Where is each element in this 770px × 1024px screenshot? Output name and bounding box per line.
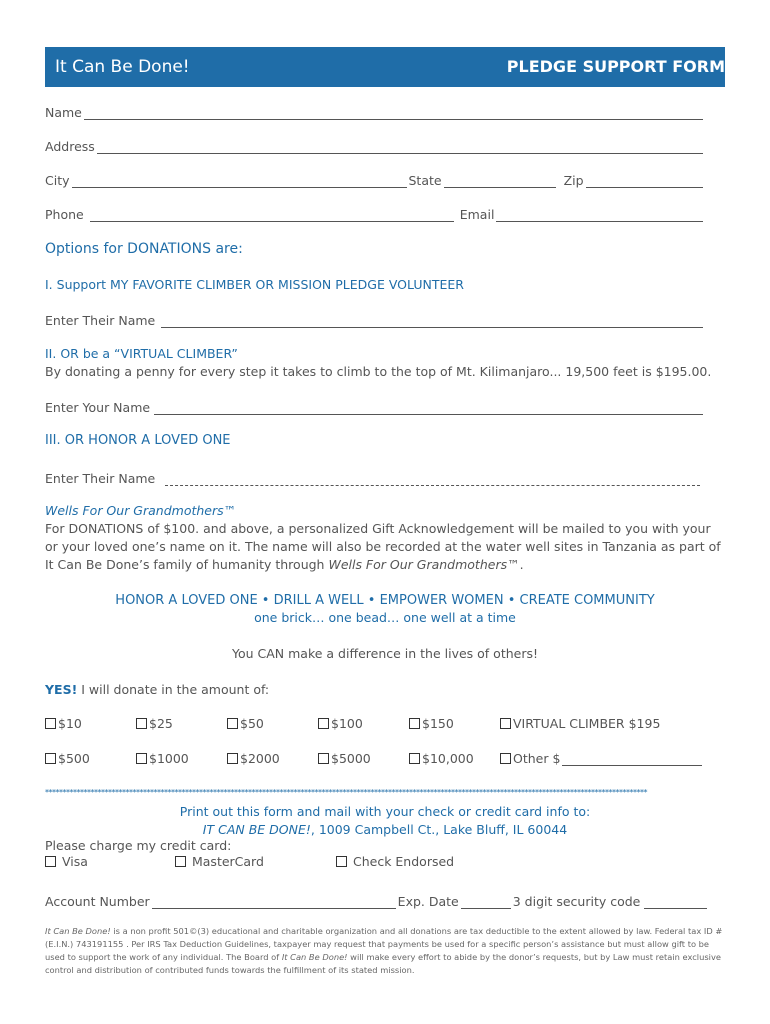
email-label: Email	[459, 207, 495, 222]
amount-1000-checkbox[interactable]	[136, 751, 189, 766]
checkbox-icon	[318, 753, 329, 764]
address-field[interactable]	[97, 139, 703, 154]
slogan-line-1: HONOR A LOVED ONE • DRILL A WELL • EMPOWER WOMEN • CREATE COMMUNITY	[115, 593, 655, 608]
amount-label: $50	[240, 716, 264, 731]
fine-print-text-2: will make every effort to abide by the donor’s requests, but by Law must retain exclusive control and distribution of contributed funds towards the fulfillment of its stated mission.	[45, 952, 721, 975]
wells-text-italic: Wells For Our Grandmothers™	[328, 557, 520, 572]
name-label: Name	[45, 105, 82, 120]
slogan-line-2: one brick… one bead… one well at a time	[254, 610, 516, 625]
amount-50-checkbox[interactable]	[227, 716, 264, 731]
fine-print-org: It Can Be Done!	[45, 926, 111, 936]
amount-label: $150	[422, 716, 454, 731]
security-code-field[interactable]	[644, 894, 707, 909]
mail-org: IT CAN BE DONE!	[202, 822, 311, 837]
checkbox-icon	[318, 718, 329, 729]
checkbox-icon	[500, 753, 511, 764]
address-row	[45, 136, 705, 154]
check-endorsed-checkbox[interactable]	[336, 854, 454, 869]
form-header	[45, 47, 725, 87]
amount-label: $10,000	[422, 751, 474, 766]
exp-date-field[interactable]	[461, 894, 511, 909]
visa-label: Visa	[61, 854, 88, 869]
zip-field[interactable]	[586, 173, 703, 188]
option-1-title: I. Support MY FAVORITE CLIMBER OR MISSION PLEDGE VOLUNTEER	[45, 277, 464, 292]
checkbox-icon	[227, 753, 238, 764]
exp-date-label: Exp. Date	[397, 894, 459, 909]
option-1-name-row	[45, 310, 705, 328]
phone-label: Phone	[45, 207, 84, 222]
donate-text: I will donate in the amount of:	[77, 682, 270, 697]
yes-label: YES!	[45, 682, 78, 697]
option-3-title: III. OR HONOR A LOVED ONE	[45, 433, 231, 448]
zip-label: Zip	[563, 173, 584, 188]
name-row	[45, 102, 705, 120]
wells-title: Wells For Our Grandmothers™	[45, 503, 237, 518]
account-number-field[interactable]	[152, 894, 396, 909]
checkbox-icon	[336, 856, 347, 867]
donate-intro	[45, 681, 725, 699]
card-info-row	[45, 891, 709, 909]
checkbox-icon	[409, 718, 420, 729]
checkbox-icon	[500, 718, 511, 729]
amount-500-checkbox[interactable]	[45, 751, 90, 766]
state-field[interactable]	[444, 173, 556, 188]
slogan-line-3: You CAN make a difference in the lives of others!	[232, 646, 538, 661]
fine-print-text-1: is a non profit 501©(3) educational and charitable organization and all donations are tax deductible to the extent allowed by law. Federal tax ID # (E.I.N.) 743191155 . Per IRS Tax Deduction Guidelines, taxpayer may request that payments be used for a specific person’s assistance but must allow gift to be used to support the work of any individual. The Board of	[45, 926, 723, 962]
checkbox-icon	[136, 753, 147, 764]
phone-row	[45, 204, 705, 222]
amount-label: $25	[149, 716, 173, 731]
security-code-label: 3 digit security code	[512, 894, 641, 909]
checkbox-icon	[45, 753, 56, 764]
other-amount-field[interactable]	[562, 751, 702, 766]
option-3-name-row	[45, 468, 702, 486]
org-title: It Can Be Done!	[55, 57, 190, 77]
option-2-name-label: Enter Your Name	[45, 400, 151, 415]
fine-print	[45, 925, 725, 977]
form-title: PLEDGE SUPPORT FORM	[506, 57, 725, 76]
visa-checkbox[interactable]	[45, 854, 88, 869]
amount-25-checkbox[interactable]	[136, 716, 173, 731]
checkbox-icon	[45, 856, 56, 867]
city-label: City	[45, 173, 70, 188]
option-2-description: By donating a penny for every step it takes to climb to the top of Mt. Kilimanjaro... 19,500 feet is $195.00.	[45, 364, 712, 379]
amount-2000-checkbox[interactable]	[227, 751, 280, 766]
amount-label: VIRTUAL CLIMBER $195	[513, 716, 661, 731]
mastercard-checkbox[interactable]	[175, 854, 264, 869]
amount-150-checkbox[interactable]	[409, 716, 454, 731]
amount-10-checkbox[interactable]	[45, 716, 82, 731]
amount-label: $1000	[149, 751, 189, 766]
mail-street: , 1009 Campbell Ct., Lake Bluff, IL 60044	[310, 822, 568, 837]
checkbox-icon	[175, 856, 186, 867]
amount-label: $10	[58, 716, 82, 731]
virtual-climber-checkbox[interactable]	[500, 716, 660, 731]
payment-heading: Please charge my credit card:	[45, 838, 232, 853]
email-field[interactable]	[496, 207, 703, 222]
state-label: State	[408, 173, 442, 188]
option-1-name-field[interactable]	[161, 313, 703, 328]
checkbox-icon	[409, 753, 420, 764]
city-field[interactable]	[72, 173, 407, 188]
amount-label: Other $	[513, 751, 561, 766]
options-heading: Options for DONATIONS are:	[45, 241, 243, 257]
fine-print-org-2: It Can Be Done!	[281, 952, 348, 962]
check-endorsed-label: Check Endorsed	[352, 854, 455, 869]
option-3-name-label: Enter Their Name	[45, 471, 156, 486]
wells-text: For DONATIONS of $100. and above, a personalized Gift Acknowledgement will be mailed to you with your or your loved one’s name on it. The name will also be recorded at the water well sites in Tanzania as part of It Can Be Done’s family of humanity through	[45, 521, 721, 572]
amount-label: $500	[58, 751, 90, 766]
name-field[interactable]	[84, 105, 703, 120]
amount-10000-checkbox[interactable]	[409, 751, 474, 766]
amount-100-checkbox[interactable]	[318, 716, 363, 731]
amount-label: $5000	[331, 751, 371, 766]
account-number-label: Account Number	[45, 894, 150, 909]
phone-field[interactable]	[90, 207, 454, 222]
checkbox-icon	[227, 718, 238, 729]
checkbox-icon	[136, 718, 147, 729]
mastercard-label: MasterCard	[191, 854, 264, 869]
checkbox-icon	[45, 718, 56, 729]
option-2-title: II. OR be a “VIRTUAL CLIMBER”	[45, 346, 238, 361]
wells-description	[45, 520, 725, 574]
amount-label: $100	[331, 716, 363, 731]
option-3-name-field[interactable]	[165, 471, 700, 486]
amount-5000-checkbox[interactable]	[318, 751, 371, 766]
address-label: Address	[45, 139, 95, 154]
city-row	[45, 170, 705, 188]
option-1-name-label: Enter Their Name	[45, 313, 156, 328]
amount-label: $2000	[240, 751, 280, 766]
other-amount-checkbox[interactable]	[500, 751, 704, 766]
option-2-name-row	[45, 397, 705, 415]
option-2-name-field[interactable]	[154, 400, 703, 415]
mail-instructions: Print out this form and mail with your check or credit card info to:	[179, 804, 591, 819]
separator-stars: ****************************************************************************************************************************************************************************	[45, 788, 647, 797]
wells-text-end: .	[519, 557, 524, 572]
